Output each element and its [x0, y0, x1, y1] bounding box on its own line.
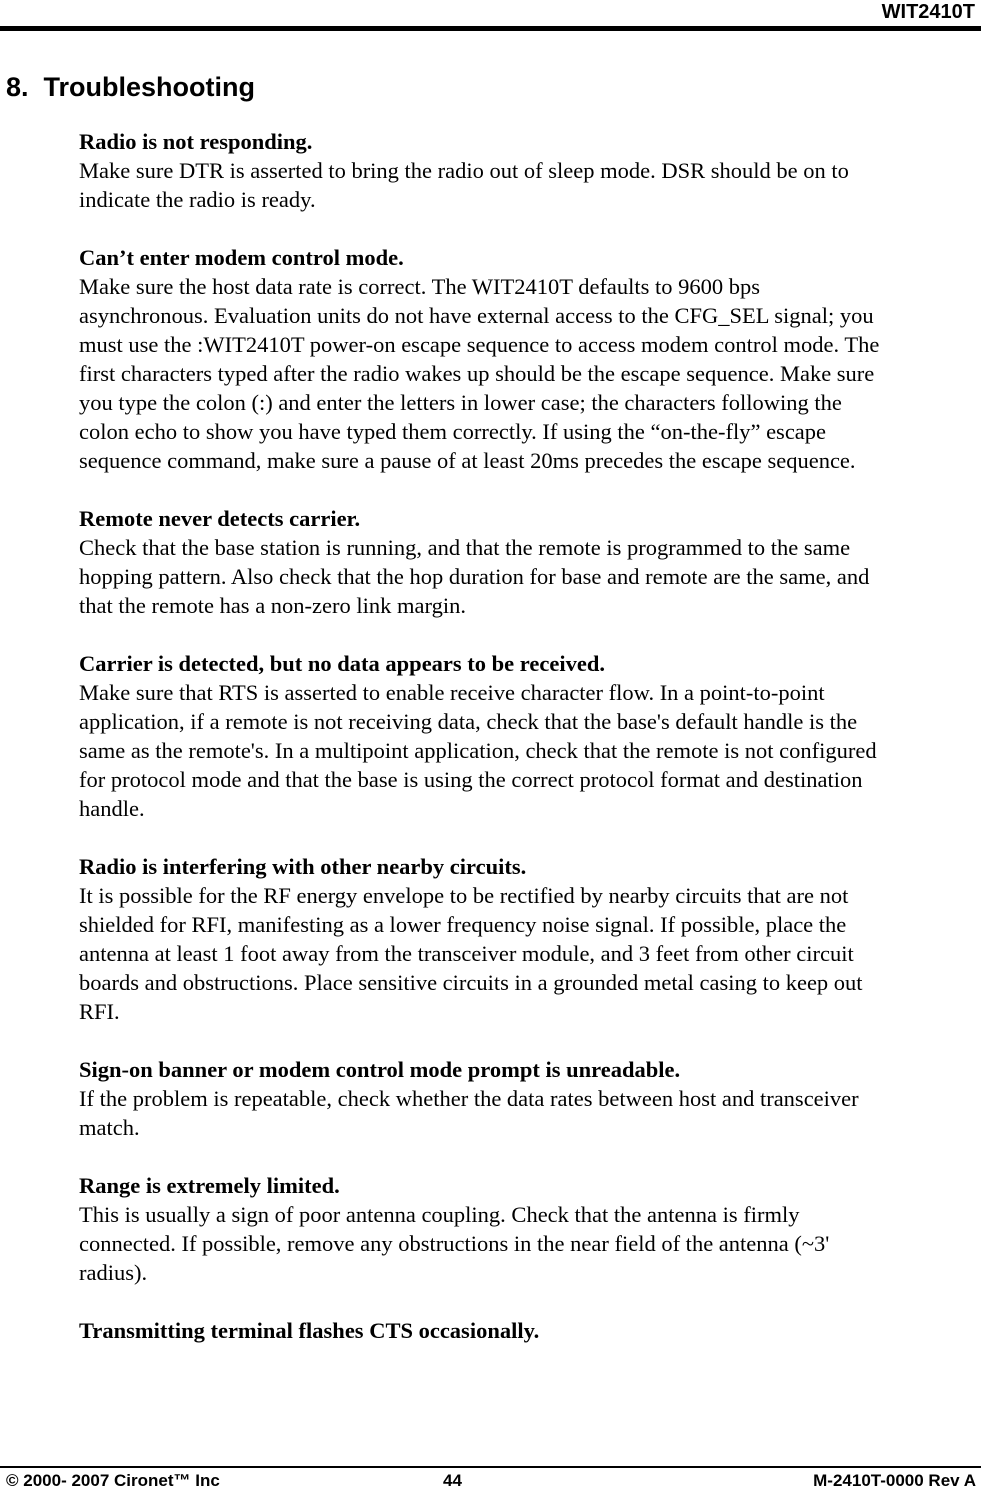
footer-page-number: 44 [443, 1471, 462, 1490]
troubleshooting-item [79, 1316, 979, 1345]
troubleshooting-item [79, 504, 979, 620]
item-body: Make sure that RTS is asserted to enable receive character flow. In a point-to-point application, if a remote is not receiving data, check that the base's default handle is the same as the remote's. In a multipoint application, check that the remote is not configured for protocol mode and that the base is using the correct protocol format and destination handle. [79, 680, 877, 821]
page-footer [6, 1471, 976, 1491]
item-body: Check that the base station is running, and that the remote is programmed to the same hopping pattern. Also check that the hop duration for base and remote are the same, and that the remote has a non-zero link margin. [79, 535, 870, 618]
item-body: Make sure the host data rate is correct. The WIT2410T defaults to 9600 bps asynchronous. Evaluation units do not have external access to the CFG_SEL signal; you must use the :WIT2410T power-on escape sequence to access modem control mode. The first characters typed after the radio wakes up should be the escape sequence. Make sure you type the colon (:) and enter the letters in lower case; the characters following the colon echo to show you have typed them correctly. If using the “on-the-fly” escape sequence command, make sure a pause of at least 20ms precedes the escape sequence. [79, 274, 880, 473]
item-title: Transmitting terminal flashes CTS occasionally. [79, 1318, 540, 1343]
item-title: Can’t enter modem control mode. [79, 245, 404, 270]
item-title: Remote never detects carrier. [79, 506, 361, 531]
troubleshooting-item [79, 1055, 979, 1142]
item-title: Radio is not responding. [79, 129, 313, 154]
troubleshooting-item [79, 649, 979, 823]
troubleshooting-item [79, 1171, 979, 1287]
troubleshooting-item [79, 852, 979, 1026]
footer-doc-id: M-2410T-0000 Rev A [813, 1471, 976, 1490]
item-title: Range is extremely limited. [79, 1173, 340, 1198]
section-heading: 8. Troubleshooting [6, 72, 255, 102]
item-title: Carrier is detected, but no data appears to be received. [79, 651, 605, 676]
item-title: Radio is interfering with other nearby circuits. [79, 854, 527, 879]
troubleshooting-content [79, 127, 979, 1374]
item-title: Sign-on banner or modem control mode prompt is unreadable. [79, 1057, 681, 1082]
item-body: It is possible for the RF energy envelope to be rectified by nearby circuits that are not shielded for RFI, manifesting as a lower frequency noise signal. If possible, place the antenna at least 1 foot away from the transceiver module, and 3 feet from other circuit boards and obstructions. Place sensitive circuits in a grounded metal casing to keep out RFI. [79, 883, 863, 1024]
document-header-title: WIT2410T [881, 1, 975, 23]
footer-rule [0, 1466, 981, 1468]
item-body: If the problem is repeatable, check whether the data rates between host and transceiver match. [79, 1086, 859, 1140]
item-body: Make sure DTR is asserted to bring the radio out of sleep mode. DSR should be on to indicate the radio is ready. [79, 158, 849, 212]
troubleshooting-item [79, 243, 979, 475]
footer-copyright: © 2000- 2007 Cironet™ Inc [6, 1471, 220, 1490]
header-rule [0, 26, 981, 31]
troubleshooting-item [79, 127, 979, 214]
item-body: This is usually a sign of poor antenna coupling. Check that the antenna is firmly connected. If possible, remove any obstructions in the near field of the antenna (~3' radius). [79, 1202, 830, 1285]
